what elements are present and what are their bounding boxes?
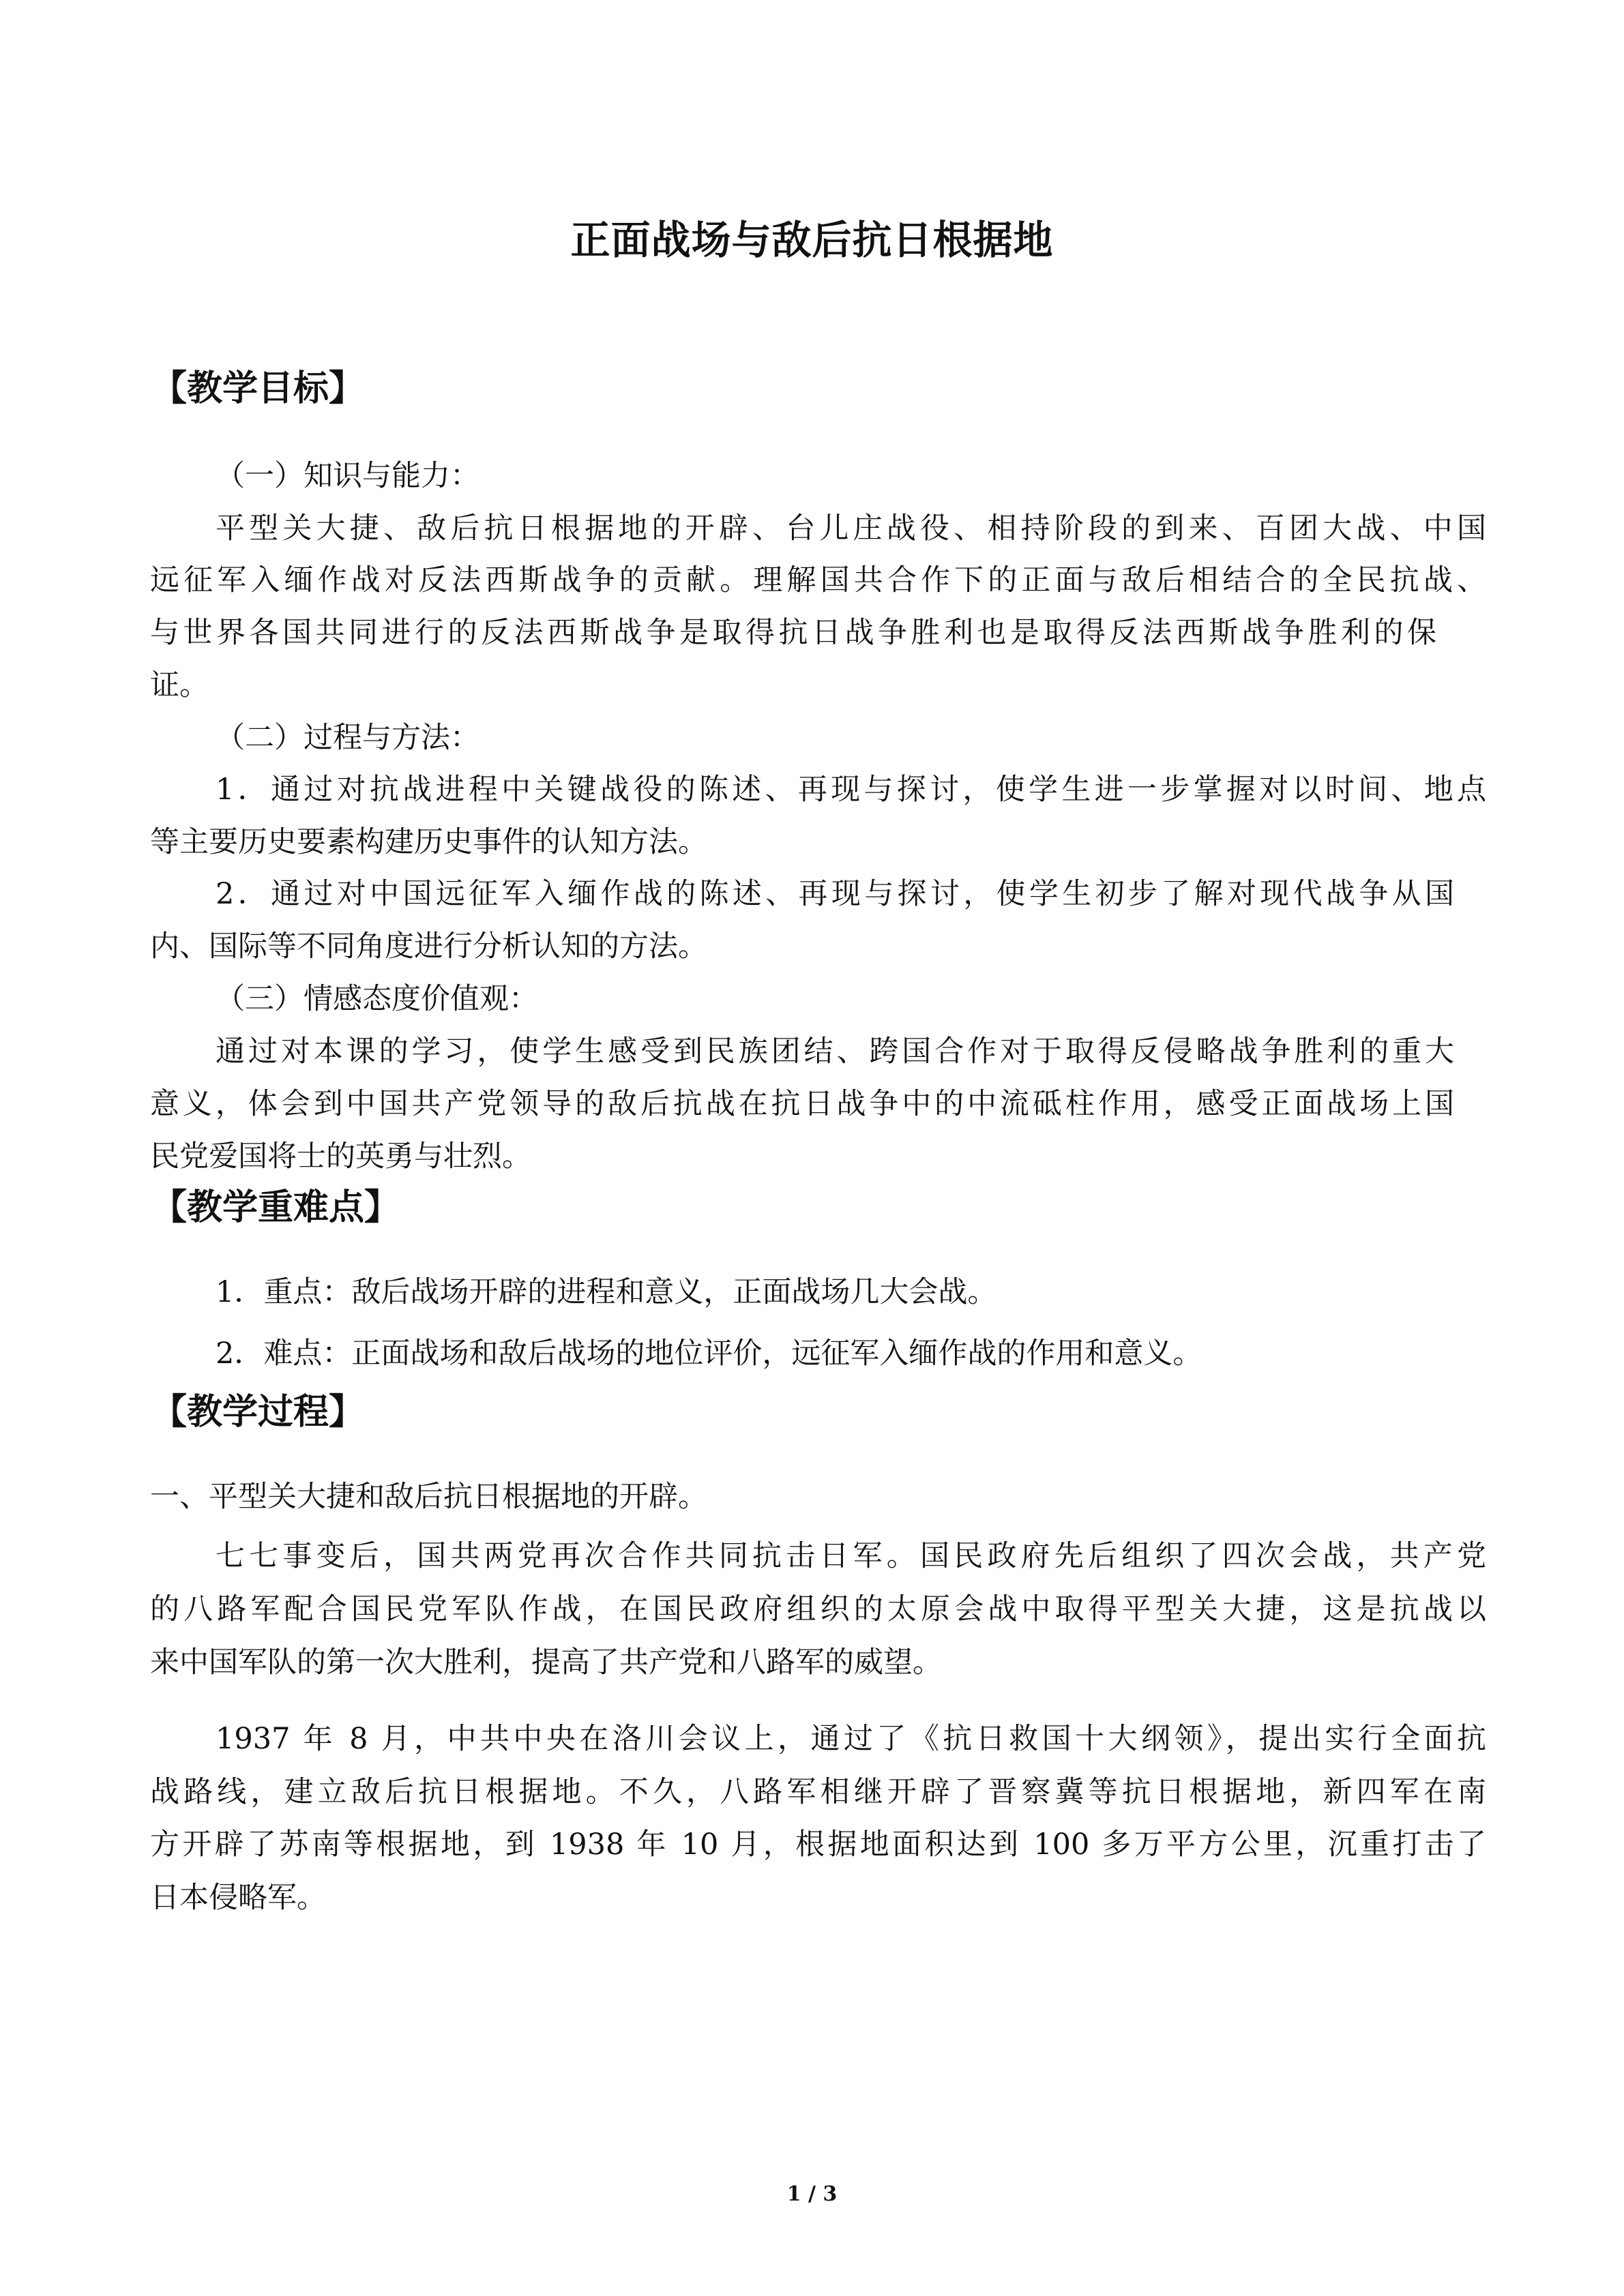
key-point-item: 2．难点：正面战场和敌后战场的地位评价，远征军入缅作战的作用和意义。 [216,1337,1202,1371]
process-paragraph-line: 来中国军队的第一次大胜利，提高了共产党和八路军的威望。 [150,1645,942,1680]
knowledge-text-line: 远征军入缅作战对反法西斯战争的贡献。理解国共合作下的正面与敌后相结合的全民抗战、 [150,563,1486,597]
section-heading-process: 【教学过程】 [151,1392,365,1433]
document-title: 正面战场与敌后抗日根据地 [570,217,1054,263]
process-label: （二）过程与方法： [216,721,479,755]
process-paragraph-line: 1937 年 8 月，中共中央在洛川会议上，通过了《抗日救国十大纲领》，提出实行全面抗 [216,1722,1486,1756]
section-heading-key-points: 【教学重难点】 [151,1187,400,1228]
process-paragraph-line: 七七事变后，国共两党再次合作共同抗击日军。国民政府先后组织了四次会战，共产党 [216,1539,1486,1573]
process-paragraph-line: 战路线，建立敌后抗日根据地。不久，八路军相继开辟了晋察冀等抗日根据地，新四军在南 [150,1775,1486,1809]
process-item-line: 等主要历史要素构建历史事件的认知方法。 [150,825,707,859]
page-number: 1 / 3 [786,2182,838,2206]
knowledge-text-line: 证。 [150,668,209,702]
process-paragraph-line: 的八路军配合国民党军队作战，在国民政府组织的太原会战中取得平型关大捷，这是抗战以 [150,1592,1486,1626]
knowledge-text-line: 平型关大捷、敌后抗日根据地的开辟、台儿庄战役、相持阶段的到来、百团大战、中国 [216,511,1486,546]
process-subheading: 一、平型关大捷和敌后抗日根据地的开辟。 [150,1480,707,1514]
process-item-line: 内、国际等不同角度进行分析认知的方法。 [150,929,707,964]
process-paragraph-line: 日本侵略军。 [150,1881,326,1915]
process-item-line: 2．通过对中国远征军入缅作战的陈述、再现与探讨，使学生初步了解对现代战争从国 [216,877,1454,911]
emotion-text-line: 意义，体会到中国共产党领导的敌后抗战在抗日战争中的中流砥柱作用，感受正面战场上国 [150,1087,1454,1121]
emotion-text-line: 通过对本课的学习，使学生感受到民族团结、跨国合作对于取得反侵略战争胜利的重大 [216,1034,1454,1069]
key-point-item: 1．重点：敌后战场开辟的进程和意义，正面战场几大会战。 [216,1275,997,1309]
knowledge-label: （一）知识与能力： [216,459,479,493]
emotion-label: （三）情感态度价值观： [216,982,538,1016]
section-heading-objectives: 【教学目标】 [151,368,365,409]
emotion-text-line: 民党爱国将士的英勇与壮烈。 [150,1139,531,1174]
process-item-line: 1．通过对抗战进程中关键战役的陈述、再现与探讨，使学生进一步掌握对以时间、地点 [216,773,1486,807]
knowledge-text-line: 与世界各国共同进行的反法西斯战争是取得抗日战争胜利也是取得反法西斯战争胜利的保 [150,616,1436,650]
process-paragraph-line: 方开辟了苏南等根据地，到 1938 年 10 月，根据地面积达到 100 多万平方公里，沉重打击了 [150,1828,1486,1862]
